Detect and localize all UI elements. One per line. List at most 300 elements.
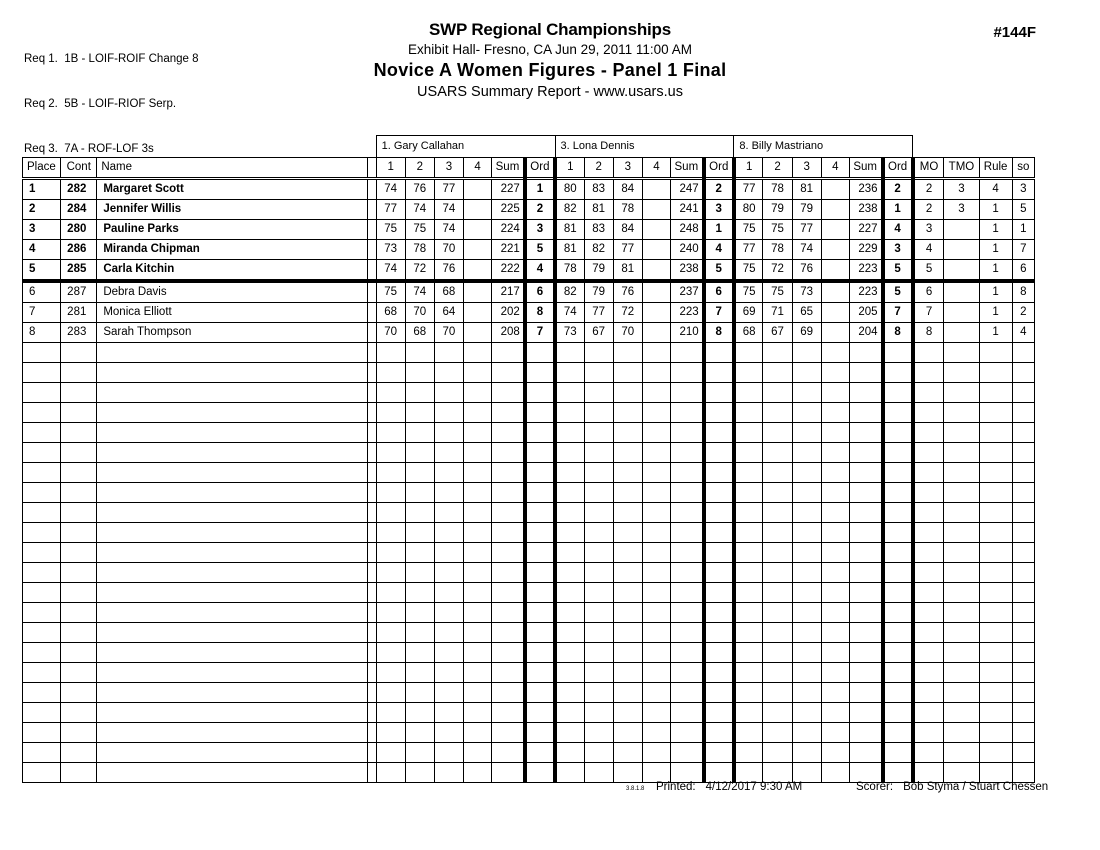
score-cell [464, 483, 492, 503]
score-cell [464, 723, 492, 743]
score-cell [405, 423, 434, 443]
sum-cell [849, 463, 882, 483]
place-cell [23, 403, 61, 423]
score-cell [434, 403, 463, 423]
score-cell [821, 179, 849, 200]
score-cell: 84 [613, 220, 642, 240]
tmo-cell [944, 763, 979, 783]
score-cell: 74 [405, 281, 434, 303]
ordinal-cell [883, 443, 913, 463]
place-cell [23, 503, 61, 523]
skater-name-cell: Jennifer Willis [97, 200, 367, 220]
score-cell [464, 623, 492, 643]
ordinal-cell [704, 743, 734, 763]
sum-cell [492, 683, 525, 703]
ordinal-cell [704, 503, 734, 523]
ordinal-cell: 3 [525, 220, 555, 240]
score-cell [464, 503, 492, 523]
spacer-cell [367, 583, 376, 603]
contestant-number-cell [61, 383, 97, 403]
score-cell [376, 603, 405, 623]
ordinal-cell: 6 [704, 281, 734, 303]
score-cell [555, 343, 584, 363]
score-cell: 81 [792, 179, 821, 200]
score-cell [734, 363, 763, 383]
contestant-number-cell: 282 [61, 179, 97, 200]
score-cell [405, 643, 434, 663]
score-cell [734, 563, 763, 583]
score-cell [763, 503, 792, 523]
ordinal-cell [883, 623, 913, 643]
spacer-cell [367, 543, 376, 563]
rule-cell [979, 363, 1012, 383]
score-cell: 72 [405, 260, 434, 282]
score-cell [821, 220, 849, 240]
ordinal-cell: 5 [525, 240, 555, 260]
score-cell [613, 483, 642, 503]
score-cell [734, 463, 763, 483]
score-cell [584, 583, 613, 603]
sum-cell [671, 403, 704, 423]
so-cell: 6 [1012, 260, 1034, 282]
contestant-number-cell [61, 423, 97, 443]
place-cell [23, 523, 61, 543]
skater-row [23, 323, 1035, 343]
skater-name-cell [97, 463, 367, 483]
sum-cell [492, 723, 525, 743]
score-cell [642, 563, 670, 583]
score-cell [464, 763, 492, 783]
so-cell [1012, 723, 1034, 743]
score-cell: 69 [792, 323, 821, 343]
tmo-cell [944, 443, 979, 463]
score-cell [405, 583, 434, 603]
score-cell: 80 [555, 179, 584, 200]
score-cell: 70 [434, 240, 463, 260]
score-cell [642, 240, 670, 260]
so-cell [1012, 603, 1034, 623]
empty-row [23, 383, 1035, 403]
so-cell [1012, 643, 1034, 663]
score-cell: 78 [763, 240, 792, 260]
ordinal-cell [883, 663, 913, 683]
spacer-cell [367, 403, 376, 423]
ordinal-cell: 2 [525, 200, 555, 220]
ordinal-cell [883, 603, 913, 623]
score-cell [613, 763, 642, 783]
rule-cell [979, 703, 1012, 723]
rule-cell [979, 383, 1012, 403]
tmo-cell [944, 323, 979, 343]
score-cell [792, 383, 821, 403]
sum-cell [492, 743, 525, 763]
sum-cell [849, 643, 882, 663]
sum-cell: 222 [492, 260, 525, 282]
spacer-cell [367, 743, 376, 763]
contestant-number-cell [61, 523, 97, 543]
contestant-number-cell [61, 763, 97, 783]
score-cell [821, 543, 849, 563]
score-cell: 82 [555, 281, 584, 303]
score-cell: 77 [613, 240, 642, 260]
score-cell: 74 [376, 179, 405, 200]
spacer-cell [367, 363, 376, 383]
score-cell [555, 623, 584, 643]
ordinal-cell [883, 363, 913, 383]
score-cell [464, 343, 492, 363]
score-cell: 64 [434, 303, 463, 323]
ordinal-cell [883, 723, 913, 743]
score-cell [642, 743, 670, 763]
score-cell [792, 583, 821, 603]
ordinal-cell [883, 543, 913, 563]
sum-cell: 241 [671, 200, 704, 220]
sum-cell [849, 563, 882, 583]
so-cell [1012, 423, 1034, 443]
ordinal-cell: 5 [883, 260, 913, 282]
sum-cell [671, 643, 704, 663]
sum-cell [849, 583, 882, 603]
score-cell: 74 [376, 260, 405, 282]
sum-cell [492, 623, 525, 643]
so-cell [1012, 683, 1034, 703]
score-cell: 76 [792, 260, 821, 282]
skater-name-cell [97, 623, 367, 643]
score-cell [434, 743, 463, 763]
empty-row [23, 683, 1035, 703]
tmo-cell [944, 723, 979, 743]
ordinal-cell [704, 423, 734, 443]
spacer-cell [367, 763, 376, 783]
spacer-cell [367, 523, 376, 543]
header-j3-sum: Sum [849, 158, 882, 179]
sum-cell [671, 523, 704, 543]
mo-cell [913, 643, 944, 663]
score-cell [613, 623, 642, 643]
spacer-cell [367, 503, 376, 523]
spacer-cell [367, 443, 376, 463]
empty-row [23, 523, 1035, 543]
score-cell: 74 [405, 200, 434, 220]
requirement-line-3: Req 3. 7A - ROF-LOF 3s [24, 143, 154, 155]
score-cell: 79 [584, 260, 613, 282]
score-cell: 83 [584, 179, 613, 200]
place-cell [23, 703, 61, 723]
results-grid-wrap [22, 135, 1035, 783]
score-cell: 68 [376, 303, 405, 323]
score-cell [405, 663, 434, 683]
score-cell: 77 [434, 179, 463, 200]
score-cell [464, 423, 492, 443]
score-cell [555, 763, 584, 783]
so-cell: 4 [1012, 323, 1034, 343]
ordinal-cell: 3 [704, 200, 734, 220]
tmo-cell [944, 281, 979, 303]
score-cell [792, 563, 821, 583]
sum-cell [492, 503, 525, 523]
mo-cell [913, 343, 944, 363]
skater-name-cell [97, 403, 367, 423]
skater-name-cell: Carla Kitchin [97, 260, 367, 282]
score-cell [376, 583, 405, 603]
score-cell [821, 643, 849, 663]
sum-cell: 223 [849, 260, 882, 282]
sum-cell: 223 [671, 303, 704, 323]
judge-name-row [23, 136, 1035, 158]
judge-2-name-box: 3. Lona Dennis [555, 136, 734, 158]
tmo-cell [944, 563, 979, 583]
sum-cell [849, 403, 882, 423]
spacer-cell [367, 423, 376, 443]
score-cell: 80 [734, 200, 763, 220]
header-j3-3: 3 [792, 158, 821, 179]
score-cell [464, 179, 492, 200]
score-cell: 82 [584, 240, 613, 260]
score-cell [642, 260, 670, 282]
ordinal-cell [525, 343, 555, 363]
ordinal-cell: 2 [704, 179, 734, 200]
skater-name-cell: Miranda Chipman [97, 240, 367, 260]
rule-cell [979, 523, 1012, 543]
mo-cell: 3 [913, 220, 944, 240]
header-mo: MO [913, 158, 944, 179]
rule-cell: 1 [979, 260, 1012, 282]
header-j3-4: 4 [821, 158, 849, 179]
ordinal-cell: 8 [525, 303, 555, 323]
score-cell [792, 743, 821, 763]
score-cell [792, 683, 821, 703]
mo-cell [913, 443, 944, 463]
score-cell [464, 281, 492, 303]
score-cell: 67 [584, 323, 613, 343]
score-cell: 72 [613, 303, 642, 323]
score-cell [584, 763, 613, 783]
score-cell [584, 403, 613, 423]
rule-cell [979, 583, 1012, 603]
ordinal-cell [704, 563, 734, 583]
score-cell [734, 683, 763, 703]
score-cell [464, 363, 492, 383]
sum-cell: 223 [849, 281, 882, 303]
ordinal-cell [883, 483, 913, 503]
printed-value: 4/12/2017 9:30 AM [705, 781, 803, 793]
spacer-cell [367, 483, 376, 503]
score-cell [642, 200, 670, 220]
score-cell [613, 543, 642, 563]
score-cell: 73 [792, 281, 821, 303]
sum-cell [671, 563, 704, 583]
ordinal-cell [525, 403, 555, 423]
score-cell [821, 583, 849, 603]
score-cell: 73 [555, 323, 584, 343]
score-cell [734, 443, 763, 463]
skater-name-cell: Pauline Parks [97, 220, 367, 240]
score-cell [821, 743, 849, 763]
score-cell [584, 463, 613, 483]
score-cell [434, 463, 463, 483]
score-cell [734, 403, 763, 423]
sum-cell [671, 703, 704, 723]
so-cell [1012, 503, 1034, 523]
so-cell [1012, 363, 1034, 383]
score-cell: 71 [763, 303, 792, 323]
skater-name-cell [97, 383, 367, 403]
title-block [0, 20, 1100, 100]
empty-row [23, 423, 1035, 443]
rule-cell [979, 503, 1012, 523]
rule-cell: 1 [979, 240, 1012, 260]
score-cell: 75 [376, 220, 405, 240]
ordinal-cell [525, 743, 555, 763]
ordinal-cell [883, 583, 913, 603]
mo-cell [913, 663, 944, 683]
so-cell: 3 [1012, 179, 1034, 200]
tmo-cell [944, 383, 979, 403]
score-cell [584, 663, 613, 683]
score-cell [555, 403, 584, 423]
score-cell [584, 503, 613, 523]
ordinal-cell [883, 503, 913, 523]
score-cell [792, 723, 821, 743]
score-cell [464, 583, 492, 603]
score-cell [821, 723, 849, 743]
score-cell [405, 603, 434, 623]
score-cell [434, 503, 463, 523]
tmo-cell [944, 503, 979, 523]
so-cell [1012, 343, 1034, 363]
score-cell [555, 663, 584, 683]
score-cell: 70 [405, 303, 434, 323]
skater-name-cell [97, 363, 367, 383]
column-header-row [23, 158, 1035, 179]
so-cell [1012, 703, 1034, 723]
score-cell [734, 343, 763, 363]
sum-cell [492, 643, 525, 663]
ordinal-cell: 1 [525, 179, 555, 200]
score-cell: 75 [405, 220, 434, 240]
contestant-number-cell [61, 583, 97, 603]
score-cell [376, 343, 405, 363]
score-cell [642, 483, 670, 503]
tmo-cell [944, 343, 979, 363]
score-cell: 79 [584, 281, 613, 303]
score-cell [613, 703, 642, 723]
ordinal-cell: 1 [883, 200, 913, 220]
score-cell [464, 403, 492, 423]
spacer-cell [367, 260, 376, 282]
skater-name-cell: Debra Davis [97, 281, 367, 303]
mo-cell [913, 603, 944, 623]
spacer-cell [367, 563, 376, 583]
skater-row [23, 281, 1035, 303]
header-j1-4: 4 [464, 158, 492, 179]
score-cell [613, 343, 642, 363]
sum-cell [849, 663, 882, 683]
ordinal-cell [525, 443, 555, 463]
ordinal-cell: 8 [704, 323, 734, 343]
score-cell [434, 483, 463, 503]
place-cell [23, 683, 61, 703]
ordinal-cell [704, 343, 734, 363]
requirement-line-1: Req 1. 1B - LOIF-ROIF Change 8 [24, 53, 199, 65]
score-cell [376, 683, 405, 703]
ordinal-cell [883, 763, 913, 783]
tmo-cell: 3 [944, 179, 979, 200]
ordinal-cell [704, 363, 734, 383]
score-cell [613, 663, 642, 683]
score-cell [464, 260, 492, 282]
rule-cell: 1 [979, 323, 1012, 343]
ordinal-cell [883, 523, 913, 543]
header-rule: Rule [979, 158, 1012, 179]
mo-cell: 4 [913, 240, 944, 260]
score-cell [376, 483, 405, 503]
score-cell [734, 503, 763, 523]
place-cell: 1 [23, 179, 61, 200]
header-j2-3: 3 [613, 158, 642, 179]
score-cell [376, 423, 405, 443]
score-cell [405, 523, 434, 543]
spacer-cell [367, 643, 376, 663]
skater-row [23, 200, 1035, 220]
score-cell [642, 523, 670, 543]
mo-cell [913, 463, 944, 483]
score-cell [376, 563, 405, 583]
score-cell [434, 563, 463, 583]
score-cell [763, 443, 792, 463]
score-cell [584, 723, 613, 743]
sum-cell [671, 723, 704, 743]
score-cell [734, 743, 763, 763]
tmo-cell [944, 463, 979, 483]
tmo-cell [944, 683, 979, 703]
score-cell: 73 [376, 240, 405, 260]
sum-cell [671, 623, 704, 643]
contestant-number-cell: 281 [61, 303, 97, 323]
score-cell [584, 543, 613, 563]
score-cell [376, 743, 405, 763]
score-cell [584, 563, 613, 583]
ordinal-cell [704, 683, 734, 703]
mo-cell [913, 703, 944, 723]
score-cell [555, 723, 584, 743]
empty-row [23, 343, 1035, 363]
score-cell [763, 363, 792, 383]
rule-cell [979, 543, 1012, 563]
score-cell [434, 523, 463, 543]
score-cell [376, 763, 405, 783]
sum-cell [671, 503, 704, 523]
score-cell [376, 723, 405, 743]
score-cell [821, 363, 849, 383]
score-cell [734, 723, 763, 743]
place-cell: 3 [23, 220, 61, 240]
score-cell [464, 240, 492, 260]
contestant-number-cell: 285 [61, 260, 97, 282]
score-cell [763, 623, 792, 643]
header-j3-1: 1 [734, 158, 763, 179]
ordinal-cell [525, 683, 555, 703]
so-cell [1012, 663, 1034, 683]
spacer-cell [367, 240, 376, 260]
score-cell [821, 703, 849, 723]
ordinal-cell [525, 483, 555, 503]
score-cell [821, 763, 849, 783]
sum-cell [849, 623, 882, 643]
score-cell [642, 463, 670, 483]
score-cell: 68 [405, 323, 434, 343]
score-cell [763, 583, 792, 603]
